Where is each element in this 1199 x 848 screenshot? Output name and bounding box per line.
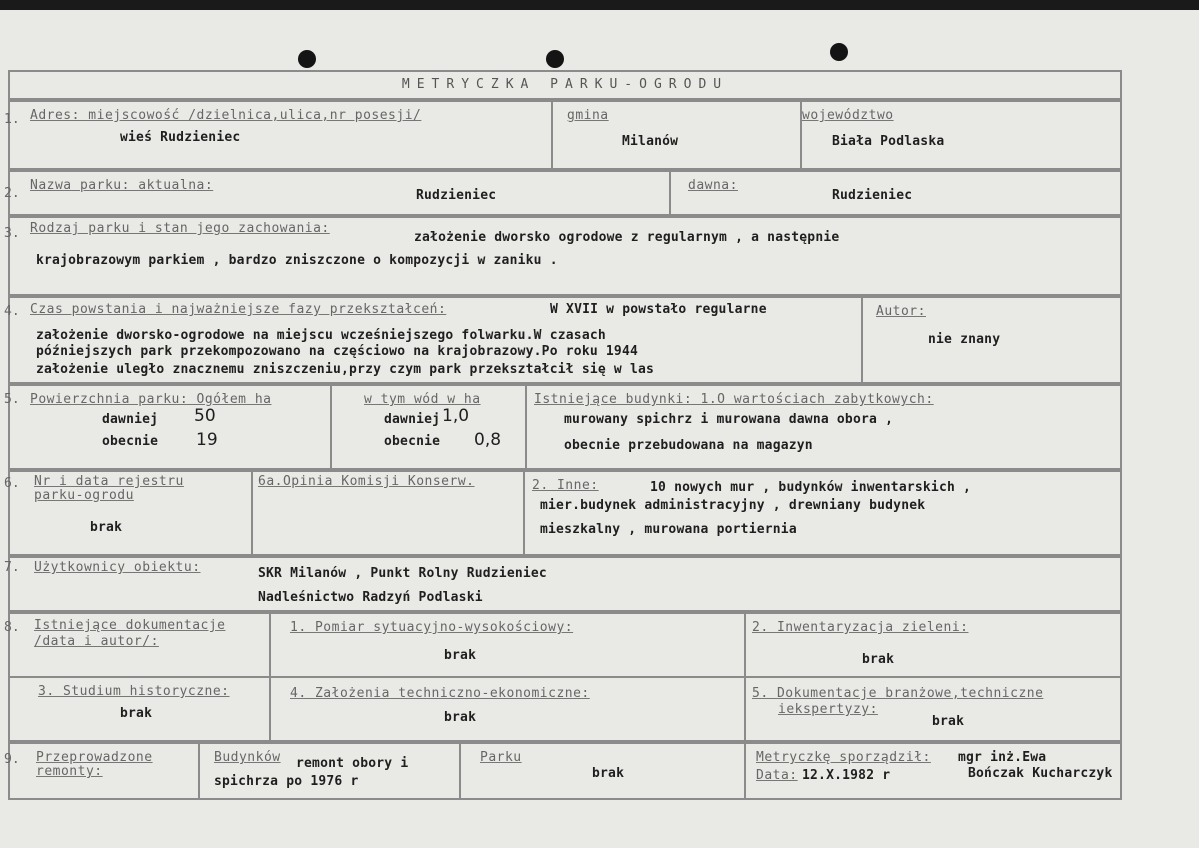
area-row (4, 384, 1122, 470)
users-line: Nadleśnictwo Radzyń Podlaski (258, 590, 483, 605)
renov-park-value: brak (592, 766, 625, 781)
divider (251, 472, 253, 554)
address-row (4, 100, 1122, 170)
documentation-row (4, 612, 1122, 742)
other-buildings-line: 10 nowych mur , budynków inwentarskich , (650, 480, 972, 495)
doc-survey-value: brak (444, 648, 477, 663)
title-row (8, 70, 1122, 100)
document-sheet (0, 10, 1199, 848)
divider (523, 472, 525, 554)
row-number: 1. (4, 112, 20, 127)
former-name-value: Rudzieniec (832, 188, 913, 203)
prepared-by-label: Metryczkę sporządził: (756, 750, 931, 765)
park-name-value: Rudzieniec (416, 188, 497, 203)
renovations-label: Przeprowadzone (36, 750, 153, 765)
prepared-by-value: mgr inż.Ewa (958, 750, 1047, 765)
row-number: 5. (4, 392, 20, 407)
row-number: 6. (4, 476, 20, 491)
punch-hole (546, 50, 564, 68)
address-label: Adres: miejscowość /dzielnica,ulica,nr posesji/ (30, 108, 422, 123)
divider (669, 172, 671, 214)
other-buildings-line: mieszkalny , murowana portiernia (540, 522, 797, 537)
author-value: nie znany (928, 332, 1001, 347)
divider (551, 102, 553, 168)
renov-buildings-value: remont obory i (296, 756, 409, 771)
register-row (4, 470, 1122, 556)
divider (330, 386, 332, 468)
history-line: późniejszych park przekompozowano na częściowo na krajobrazowy.Po roku 1944 (36, 344, 638, 359)
area-current-label: obecnie (102, 434, 159, 449)
row-number: 3. (4, 226, 20, 241)
row-number: 2. (4, 186, 20, 201)
doc-expert-label: 5. Dokumentacje branżowe,techniczne (752, 686, 1044, 701)
doc-survey-label: 1. Pomiar sytuacyjno-wysokościowy: (290, 620, 574, 635)
park-type-line: założenie dworsko ogrodowe z regularnym , a następnie (414, 230, 840, 245)
doc-history-label: 3. Studium historyczne: (38, 684, 230, 699)
record-card (4, 70, 1122, 812)
water-current-label: obecnie (384, 434, 441, 449)
row-number: 9. (4, 752, 20, 767)
date-label: Data: (756, 768, 798, 783)
history-line: W XVII w powstało regularne (550, 302, 767, 317)
history-row (4, 296, 1122, 384)
row-number: 4. (4, 304, 20, 319)
gmina-value: Milanów (622, 134, 679, 149)
register-label: parku-ogrodu (34, 488, 134, 503)
water-former-label: dawniej (384, 412, 441, 427)
punch-hole (298, 50, 316, 68)
doc-technical-value: brak (444, 710, 477, 725)
divider (525, 386, 527, 468)
card-title: METRYCZKA PARKU-OGRODU (401, 77, 729, 92)
doc-technical-label: 4. Założenia techniczno-ekonomiczne: (290, 686, 590, 701)
divider (198, 744, 200, 798)
divider (861, 298, 863, 382)
row-number: 8. (4, 620, 20, 635)
park-type-line: krajobrazowym parkiem , bardzo zniszczone o kompozycji w zaniku . (36, 253, 558, 268)
other-buildings-label: 2. Inne: (532, 478, 599, 493)
water-label: w tym wód w ha (364, 392, 481, 407)
users-row (4, 556, 1122, 612)
history-line: założenie dworsko-ogrodowe na miejscu wcześniejszego folwarku.W czasach (36, 328, 606, 343)
water-former-value: 1,0 (442, 406, 470, 426)
register-label: Nr i data rejestru (34, 474, 184, 489)
docs-label: /data i autor/: (34, 634, 159, 649)
doc-expert-value: brak (932, 714, 965, 729)
docs-label: Istniejące dokumentacje (34, 618, 226, 633)
history-label: Czas powstania i najważniejsze fazy przekształceń: (30, 302, 447, 317)
buildings-line: murowany spichrz i murowana dawna obora , (564, 412, 894, 427)
doc-greenery-label: 2. Inwentaryzacja zieleni: (752, 620, 969, 635)
row-number: 7. (4, 560, 20, 575)
former-name-label: dawna: (688, 178, 738, 193)
renov-buildings-label: Budynków (214, 750, 281, 765)
other-buildings-line: mier.budynek administracyjny , drewniany budynek (540, 498, 926, 513)
park-name-row (4, 170, 1122, 216)
punch-hole (830, 43, 848, 61)
divider (744, 744, 746, 798)
renovations-row (4, 742, 1122, 800)
renov-park-label: Parku (480, 750, 522, 765)
area-current-value: 19 (196, 430, 218, 450)
buildings-label: Istniejące budynki: 1.O wartościach zabytkowych: (534, 392, 934, 407)
address-value: wieś Rudzieniec (120, 130, 241, 145)
gmina-label: gmina (567, 108, 609, 123)
doc-history-value: brak (120, 706, 153, 721)
author-label: Autor: (876, 304, 926, 319)
area-label: Powierzchnia parku: Ogółem ha (30, 392, 272, 407)
divider (459, 744, 461, 798)
date-value: 12.X.1982 r (802, 768, 891, 783)
divider (10, 676, 1120, 678)
area-former-value: 50 (194, 406, 216, 426)
park-name-label: Nazwa parku: aktualna: (30, 178, 214, 193)
park-type-row (4, 216, 1122, 296)
water-current-value: 0,8 (474, 430, 502, 450)
voivodeship-value: Biała Podlaska (832, 134, 945, 149)
doc-greenery-value: brak (862, 652, 895, 667)
users-line: SKR Milanów , Punkt Rolny Rudzieniec (258, 566, 547, 581)
opinion-label: 6a.Opinia Komisji Konserw. (258, 474, 475, 489)
voivodeship-label: województwo (802, 108, 894, 123)
users-label: Użytkownicy obiektu: (34, 560, 201, 575)
prepared-by-value: Bończak Kucharczyk (968, 766, 1113, 781)
renovations-label: remonty: (36, 764, 103, 779)
doc-expert-label: iekspertyzy: (778, 702, 878, 717)
register-value: brak (90, 520, 123, 535)
renov-buildings-value: spichrza po 1976 r (214, 774, 359, 789)
park-type-label: Rodzaj parku i stan jego zachowania: (30, 221, 330, 236)
area-former-label: dawniej (102, 412, 159, 427)
history-line: założenie uległo znacznemu zniszczeniu,przy czym park przekształcił się w las (36, 362, 655, 377)
buildings-line: obecnie przebudowana na magazyn (564, 438, 813, 453)
